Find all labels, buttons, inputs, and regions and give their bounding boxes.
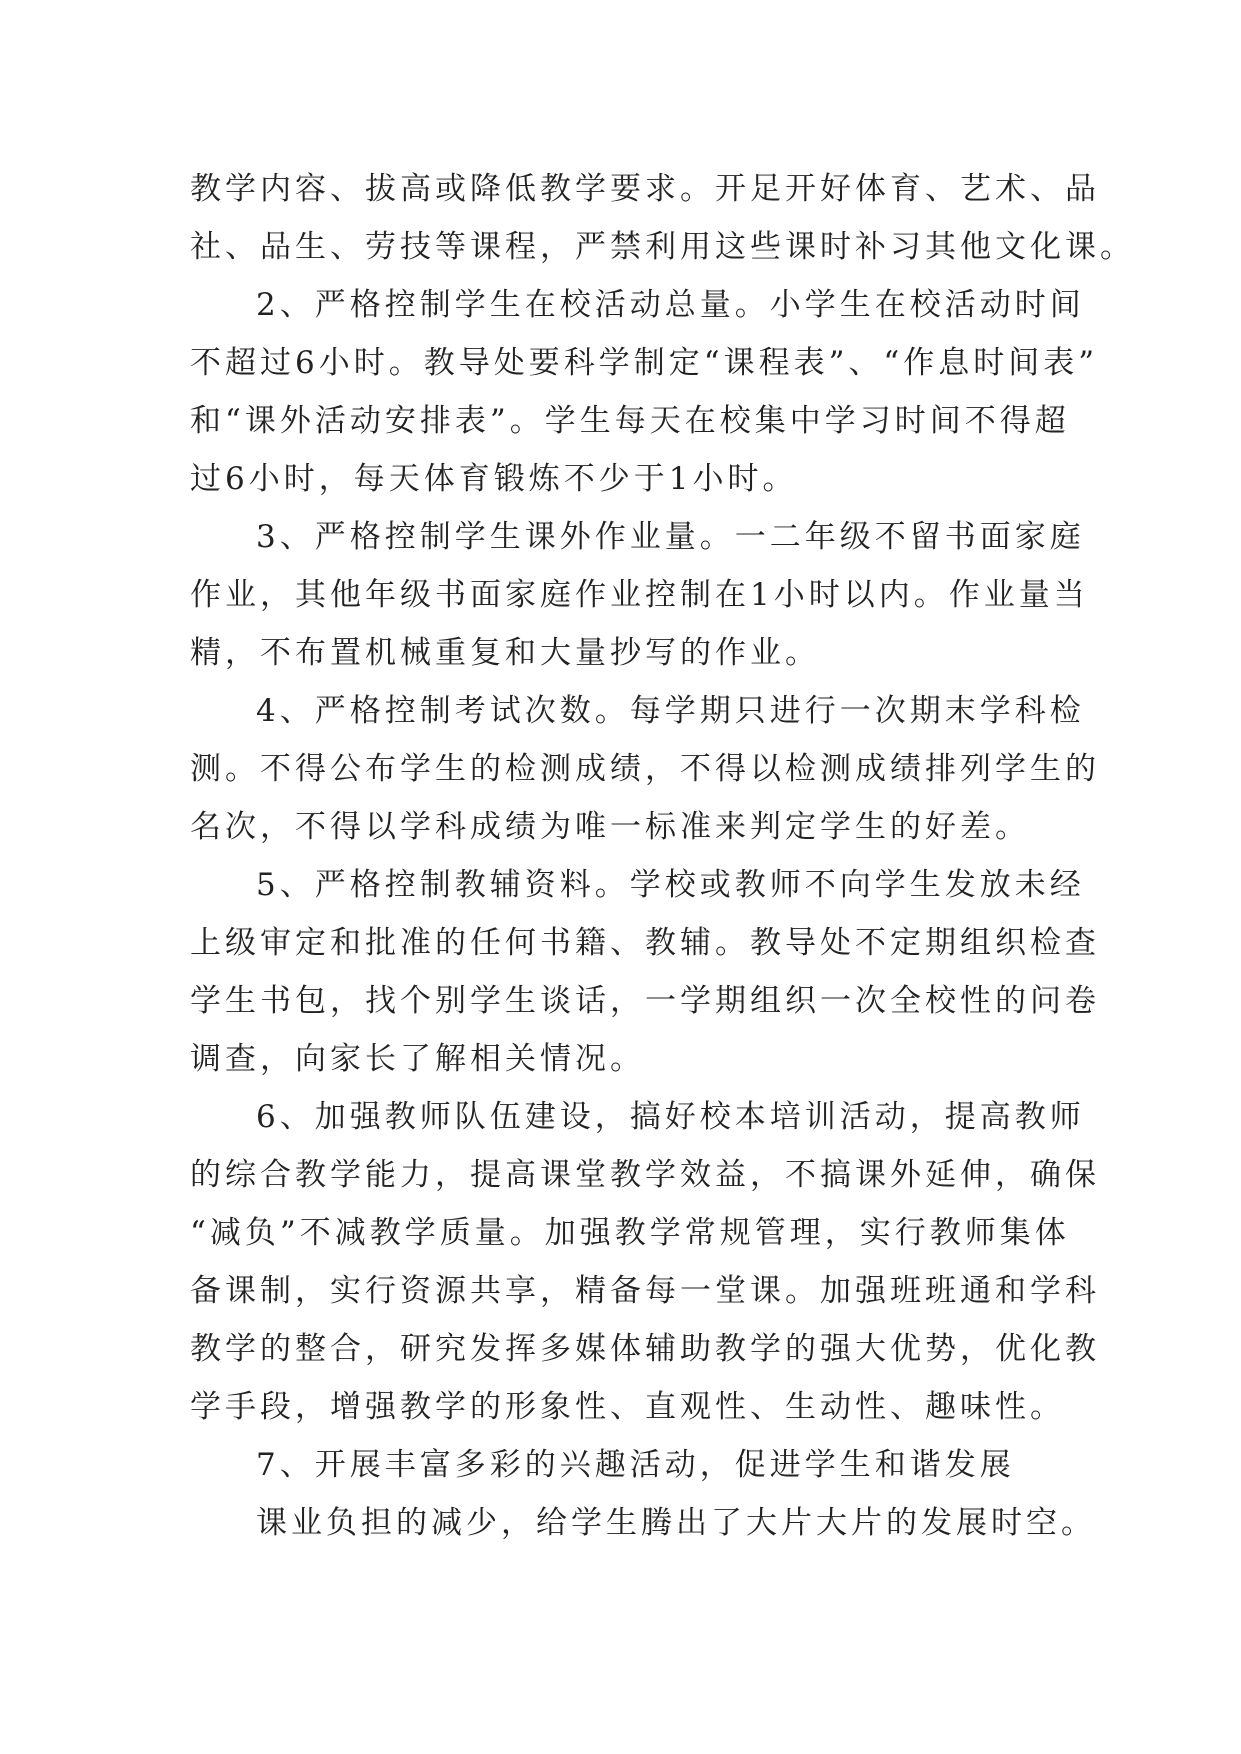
text-line: 3、严格控制学生课外作业量。一二年级不留书面家庭 [256, 519, 1085, 555]
text-line: 教学内容、拔高或降低教学要求。开足开好体育、艺术、品 [190, 171, 1100, 207]
text-line: 上级审定和批准的任何书籍、教辅。教导处不定期组织检查 [190, 925, 1100, 961]
text-line: 2、严格控制学生在校活动总量。小学生在校活动时间 [256, 287, 1085, 323]
text-line: 的综合教学能力，提高课堂教学效益，不搞课外延伸，确保 [190, 1157, 1100, 1193]
text-line: 作业，其他年级书面家庭作业控制在1小时以内。作业量当 [190, 577, 1089, 613]
text-line: 不超过6小时。教导处要科学制定“课程表”、“作息时间表” [190, 345, 1099, 381]
text-line: 6、加强教师队伍建设，搞好校本培训活动，提高教师 [256, 1099, 1085, 1135]
text-line: 5、严格控制教辅资料。学校或教师不向学生发放未经 [256, 867, 1085, 903]
text-line: 和“课外活动安排表”。学生每天在校集中学习时间不得超 [190, 403, 1070, 439]
document-body [190, 160, 1135, 1552]
text-line: 学生书包，找个别学生谈话，一学期组织一次全校性的问卷 [190, 983, 1100, 1019]
text-line: 备课制，实行资源共享，精备每一堂课。加强班班通和学科 [190, 1273, 1100, 1309]
text-line: 课业负担的减少，给学生腾出了大片大片的发展时空。 [256, 1505, 1096, 1541]
text-line: 名次，不得以学科成绩为唯一标准来判定学生的好差。 [190, 809, 1030, 845]
text-line: 调查，向家长了解相关情况。 [190, 1041, 645, 1077]
text-line: 教学的整合，研究发挥多媒体辅助教学的强大优势，优化教 [190, 1331, 1100, 1367]
text-line: 测。不得公布学生的检测成绩，不得以检测成绩排列学生的 [190, 751, 1100, 787]
text-line: 4、严格控制考试次数。每学期只进行一次期末学科检 [256, 693, 1085, 729]
text-line: 过6小时，每天体育锻炼不少于1小时。 [190, 461, 798, 497]
text-line: “减负”不减教学质量。加强教学常规管理，实行教师集体 [190, 1215, 1070, 1251]
text-line: 社、品生、劳技等课程，严禁利用这些课时补习其他文化课。 [190, 229, 1135, 265]
text-line: 7、开展丰富多彩的兴趣活动，促进学生和谐发展 [256, 1447, 1015, 1483]
text-line: 学手段，增强教学的形象性、直观性、生动性、趣味性。 [190, 1389, 1065, 1425]
text-line: 精，不布置机械重复和大量抄写的作业。 [190, 635, 820, 671]
